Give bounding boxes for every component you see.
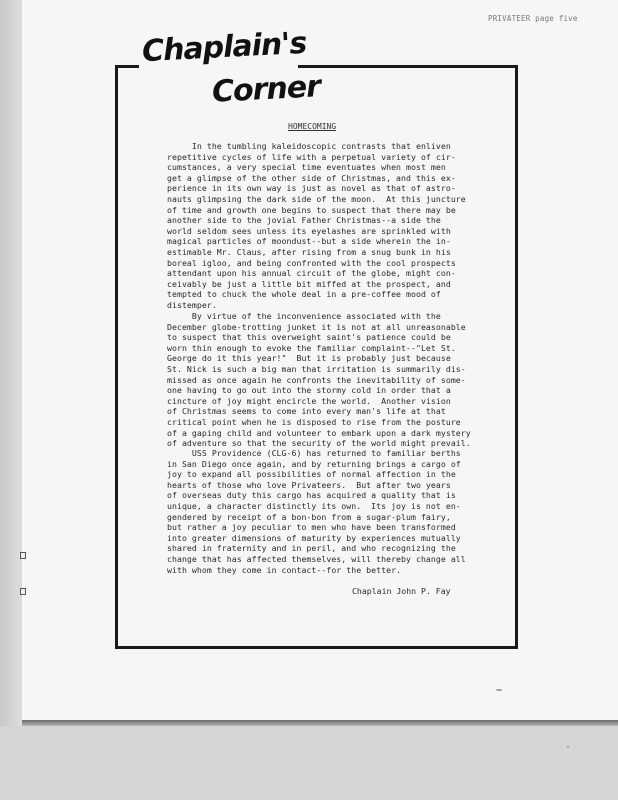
- article-paragraph-1: In the tumbling kaleidoscopic contrasts that enliven repetitive cycles of life with a perpetual variety of cir- cumstances, a very special time eventuates when most men get a glimpse of the other side of Christmas, and this ex- perience in its own way is just as novel as that of astro- nauts glimpsing the dark side of the moon. At this juncture of time and growth one begins to suspect that there may be another side to the jovial Father Christmas--a side the world seldom sees unless its eyelashes are sprinkled with magical particles of moondust--but a side wherein the in- estimable Mr. Claus, after rising from a snug bunk in his boreal igloo, and being confronted with the cool prospects attendant upon his annual circuit of the globe, might con- ceivably be just a little bit miffed at the prospect, and tempted to chuck the whole deal in a pre-coffee mood of distemper.: [167, 141, 466, 310]
- column-title-line-2: Corner: [211, 69, 321, 110]
- article-heading: HOMECOMING: [288, 122, 337, 131]
- staple-mark: [20, 552, 26, 559]
- page-edge-left: [0, 0, 22, 726]
- scan-background: [0, 726, 618, 800]
- article-paragraph-2: By virtue of the inconvenience associated with the December globe-trotting junket it is not at all unreasonable to suspect that this overweight saint's patience could be worn thin enough to evoke the familiar complaint--"Let St. George do it this year!" But it is probably just because St. Nick is such a big man that irritation is summarily dis- missed as once again he confronts the inevitability of some- one having to go out into the stormy cold in order that a cincture of joy might encircle the world. Another vision of Christmas seems to come into every man's life at that critical point when he is disposed to rise from the posture of a gaping child and volunteer to embark upon a dark mystery of adventure so that the security of the world might prevail.: [167, 311, 471, 449]
- column-title-line-1: Chaplain's: [141, 25, 308, 70]
- staple-mark: [20, 588, 26, 595]
- frame-top-segment-left: [115, 65, 139, 68]
- scan-speck: [567, 746, 569, 748]
- frame-top-segment-right: [298, 65, 515, 68]
- author-signature: Chaplain John P. Fay: [352, 586, 451, 596]
- scan-speck: [496, 689, 502, 691]
- article-paragraph-3: USS Providence (CLG-6) has returned to familiar berths in San Diego once again, and by returning brings a cargo of joy to expand all possibilities of normal affection in the hearts of those who love Privateers. But after two years of overseas duty this cargo has acquired a quality that is unique, a character distinctly its own. Its joy is not en- gendered by receipt of a bon-bon from a sugar-plum fairy, but rather a joy peculiar to men who have been transformed into greater dimensions of maturity by experiences mutually shared in fraternity and in peril, and who recognizing the change that has affected themselves, will thereby change all with whom they come in contact--for the better.: [167, 448, 466, 575]
- page-header: PRIVATEER page five: [488, 14, 578, 23]
